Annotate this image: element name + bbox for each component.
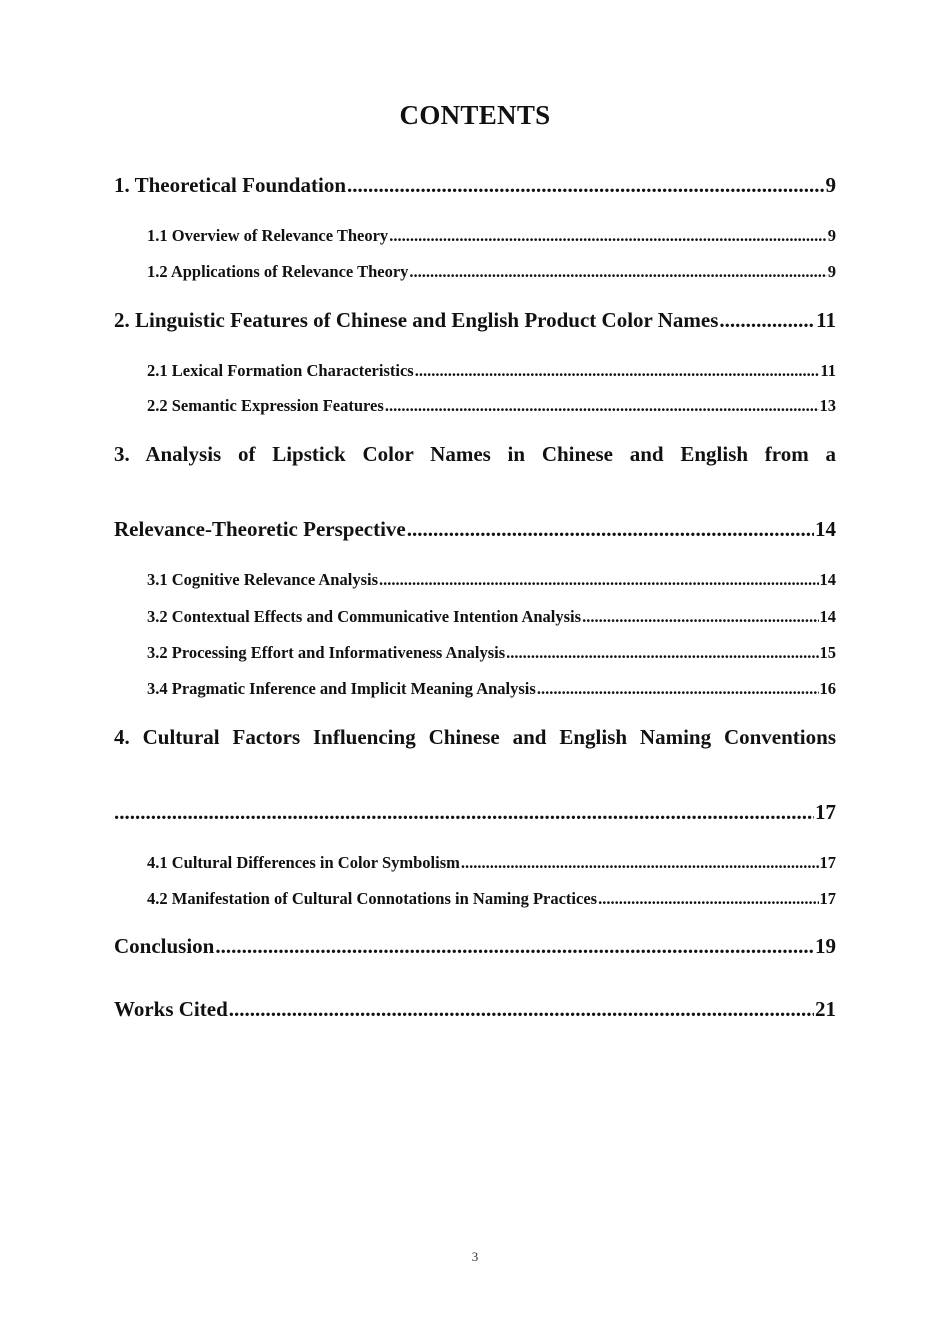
toc-entry-page: 17 [819, 853, 836, 872]
toc-entry-page: 17 [819, 889, 836, 908]
toc-entry-title: 4.2 Manifestation of Cultural Connotations in Naming Practices [147, 889, 598, 908]
toc-leader-dots [598, 889, 818, 909]
toc-entry-3-1[interactable] [147, 570, 836, 590]
toc-entry-page: 9 [827, 262, 836, 281]
toc-entry-page: 9 [825, 173, 836, 197]
toc-entry-title: Works Cited [114, 997, 228, 1021]
toc-entry-4-line1[interactable]: 4. Cultural Factors Influencing Chinese and English Naming Conventions [114, 725, 836, 749]
toc-entry-title: 2.2 Semantic Expression Features [147, 396, 384, 415]
toc-entry-page: 19 [815, 934, 836, 958]
toc-entry-page: 11 [820, 361, 836, 380]
toc-leader-dots [385, 396, 819, 416]
toc-leader-dots [506, 643, 818, 663]
toc-leader-dots [582, 607, 818, 627]
toc-leader-dots [407, 517, 814, 542]
toc-entry-page: 16 [819, 679, 836, 698]
toc-entry-page: 9 [827, 226, 836, 245]
toc-entry-page: 14 [819, 607, 836, 626]
toc-entry-3-line1[interactable]: 3. Analysis of Lipstick Color Names in Chinese and English from a [114, 442, 836, 466]
toc-entry-title: 2.1 Lexical Formation Characteristics [147, 361, 414, 380]
toc-leader-dots [379, 570, 819, 590]
toc-entry-2[interactable] [114, 308, 836, 333]
toc-entry-page: 15 [819, 643, 836, 662]
toc-entry-1-1[interactable] [147, 226, 836, 246]
toc-entry-2-2[interactable] [147, 396, 836, 416]
toc-entry-title: 3.4 Pragmatic Inference and Implicit Meaning Analysis [147, 679, 536, 698]
toc-entry-3[interactable] [114, 517, 836, 542]
toc-entry-page: 21 [815, 997, 836, 1021]
toc-entry-1-2[interactable] [147, 262, 836, 282]
toc-leader-dots [719, 308, 815, 333]
toc-entry-title: 2. Linguistic Features of Chinese and English Product Color Names [114, 308, 719, 332]
toc-entry-4-2[interactable] [147, 889, 836, 909]
toc-entry-page: 14 [819, 570, 836, 589]
page-number: 3 [471, 1249, 479, 1264]
toc-leader-dots [347, 173, 825, 198]
toc-leader-dots [537, 679, 819, 699]
toc-leader-dots [229, 997, 814, 1022]
toc-leader-dots [215, 934, 814, 959]
toc-entry-title: 1.1 Overview of Relevance Theory [147, 226, 389, 245]
toc-entry-title: Conclusion [114, 934, 215, 958]
toc-entry-page: 13 [819, 396, 836, 415]
toc-leader-dots [409, 262, 826, 282]
toc-leader-dots [415, 361, 820, 381]
toc-entry-2-1[interactable] [147, 361, 836, 381]
toc-entry-title: 3.2 Processing Effort and Informativeness Analysis [147, 643, 506, 662]
toc-entry-page: 11 [816, 308, 836, 332]
page-title: CONTENTS [399, 100, 551, 130]
toc-entry-title: 1. Theoretical Foundation [114, 173, 346, 197]
toc-entry-3-2a[interactable] [147, 607, 836, 627]
toc-entry-title: Relevance-Theoretic Perspective [114, 517, 406, 541]
toc-entry-conclusion[interactable] [114, 934, 836, 959]
toc-entry-title: 1.2 Applications of Relevance Theory [147, 262, 409, 281]
toc-leader-dots [461, 853, 819, 873]
toc-entry-1[interactable] [114, 173, 836, 198]
toc-entry-works-cited[interactable] [114, 997, 836, 1022]
toc-entry-page: 14 [815, 517, 836, 541]
toc-entry-title: 3.1 Cognitive Relevance Analysis [147, 570, 378, 589]
toc-entry-title: 4.1 Cultural Differences in Color Symbolism [147, 853, 460, 872]
toc-entry-3-2b[interactable] [147, 643, 836, 663]
toc-entry-page: 17 [815, 800, 836, 824]
toc-entry-4[interactable] [114, 800, 836, 825]
toc-leader-dots [389, 226, 827, 246]
toc-entry-3-4[interactable] [147, 679, 836, 699]
toc-leader-dots [114, 800, 814, 825]
toc-entry-4-1[interactable] [147, 853, 836, 873]
toc-entry-title: 3.2 Contextual Effects and Communicative Intention Analysis [147, 607, 582, 626]
